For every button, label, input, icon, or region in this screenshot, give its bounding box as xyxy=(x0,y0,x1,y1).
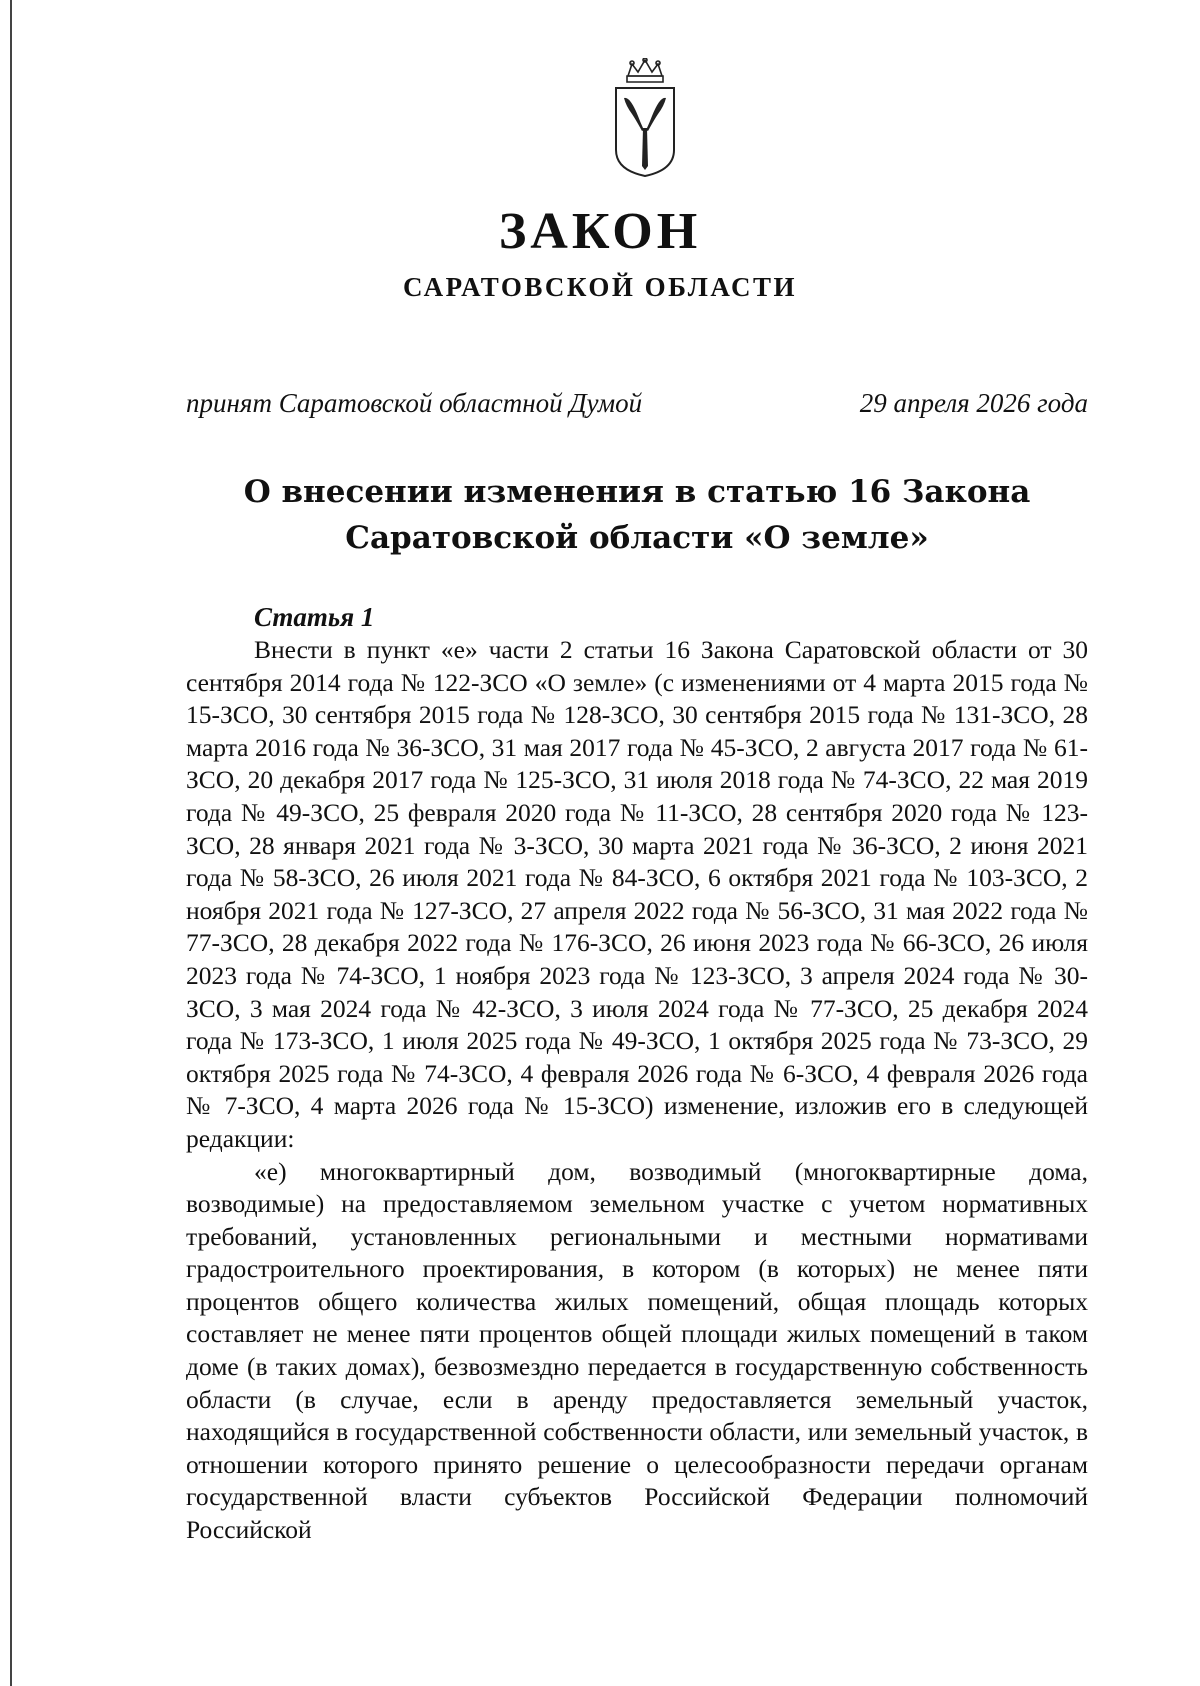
document-title xyxy=(186,469,1088,561)
saratov-coat-of-arms-icon xyxy=(608,58,682,178)
article-heading: Статья 1 xyxy=(254,602,375,632)
adopted-by: принят Саратовской областной Думой xyxy=(186,388,643,418)
article-paragraph-2: «е) многоквартирный дом, возводимый (многоквартирные дома, возводимые) на предоставляемом земельном участке с учетом нормативных требований, установленных региональными и местными нормативами градостроительного проектирования, в котором (в которых) не менее пяти процентов общего количества жилых помещений, общая площадь которых составляет не менее пяти процентов общей площади жилых помещений в таком доме (в таких домах), безвозмездно передается в государственную собственность области (в случае, если в аренду предоставляется земельный участок, находящийся в государственной собственности области, или земельный участок, в отношении которого принято решение о целесообразности передачи органам государственной власти субъектов Российской Федерации полномочий Российской xyxy=(186,1156,1088,1545)
adoption-line xyxy=(186,388,1088,419)
region-title: САРАТОВСКОЙ ОБЛАСТИ xyxy=(402,272,798,302)
law-title: ЗАКОН xyxy=(498,203,702,260)
document-title-line-2: Саратовской области «О земле» xyxy=(345,520,929,556)
article-body xyxy=(186,601,1088,1547)
document-title-line-1: О внесении изменения в статью 16 Закона xyxy=(243,474,1031,510)
adopted-date: 29 апреля 2026 года xyxy=(859,388,1088,418)
article-paragraph-1: Внести в пункт «е» части 2 статьи 16 Закона Саратовской области от 30 сентября 2014 года № 122-ЗСО «О земле» (с изменениями от 4 марта 2015 года № 15-ЗСО, 30 сентября 2015 года № 128-ЗСО, 30 сентября 2015 года № 131-ЗСО, 28 марта 2016 года № 36-ЗСО, 31 мая 2017 года № 45-ЗСО, 2 августа 2017 года № 61-ЗСО, 20 декабря 2017 года № 125-ЗСО, 31 июля 2018 года № 74-ЗСО, 22 мая 2019 года № 49-ЗСО, 25 февраля 2020 года № 11-ЗСО, 28 сентября 2020 года № 123-ЗСО, 28 января 2021 года № 3-ЗСО, 30 марта 2021 года № 36-ЗСО, 2 июня 2021 года № 58-ЗСО, 26 июля 2021 года № 84-ЗСО, 6 октября 2021 года № 103-ЗСО, 2 ноября 2021 года № 127-ЗСО, 27 апреля 2022 года № 56-ЗСО, 31 мая 2022 года № 77-ЗСО, 28 декабря 2022 года № 176-ЗСО, 26 июня 2023 года № 66-ЗСО, 26 июля 2023 года № 74-ЗСО, 1 ноября 2023 года № 123-ЗСО, 3 апреля 2024 года № 30-ЗСО, 3 мая 2024 года № 42-ЗСО, 3 июля 2024 года № 77-ЗСО, 25 декабря 2024 года № 173-ЗСО, 1 июля 2025 года № 49-ЗСО, 1 октября 2025 года № 73-ЗСО, 29 октября 2025 года № 74-ЗСО, 4 февраля 2026 года № 6-ЗСО, 4 февраля 2026 года № 7-ЗСО, 4 марта 2026 года № 15-ЗСО) изменение, изложив его в следующей редакции: xyxy=(186,635,1088,1153)
